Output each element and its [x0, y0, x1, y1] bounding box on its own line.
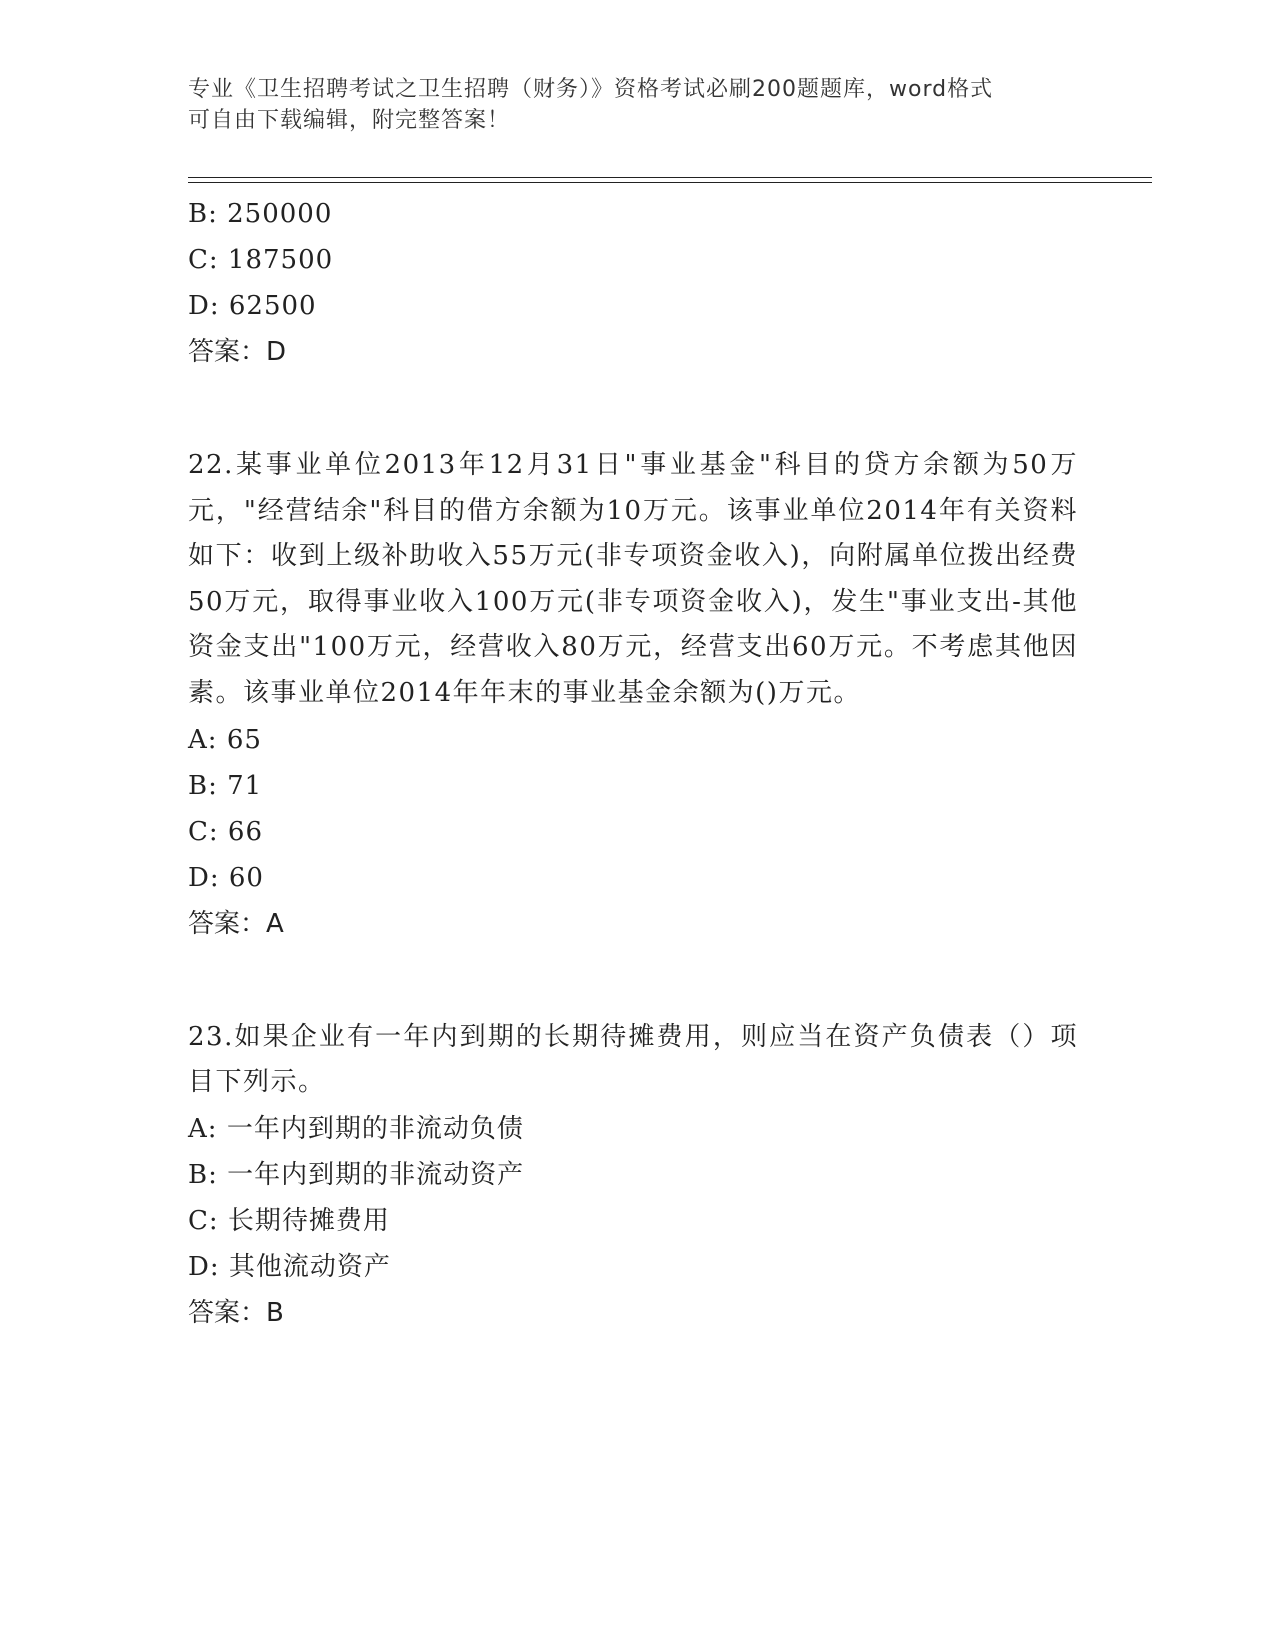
answer-line: 答案：A: [188, 908, 284, 939]
option-a: [188, 1106, 1078, 1152]
option-text: 65: [226, 724, 262, 755]
option-label: D:: [188, 1251, 220, 1282]
option-c: [188, 1198, 1078, 1244]
header-divider-top: [188, 177, 1152, 178]
question-23-stem: 23.如果企业有一年内到期的长期待摊费用，则应当在资产负债表（）项目下列示。: [188, 1021, 1078, 1098]
option-label: B:: [188, 770, 218, 801]
option-label: A:: [188, 1113, 218, 1144]
option-text: 其他流动资产: [228, 1251, 391, 1282]
question-23-block: [188, 1015, 1078, 1336]
option-d: [188, 283, 1078, 329]
option-text: 66: [227, 816, 264, 847]
option-text: 长期待摊费用: [227, 1205, 390, 1236]
option-label: D:: [188, 291, 220, 321]
option-c: [188, 809, 1078, 855]
header-divider-bottom: [188, 182, 1152, 183]
option-b: [188, 763, 1078, 809]
option-a: [188, 717, 1078, 763]
option-c: [188, 237, 1078, 283]
previous-question-block: [188, 191, 1078, 375]
option-text: 187500: [227, 245, 334, 275]
option-text: 一年内到期的非流动资产: [227, 1159, 525, 1190]
header-line-1: 专业《卫生招聘考试之卫生招聘（财务）》资格考试必刷200题题库，word格式: [188, 77, 994, 102]
answer-line: 答案：B: [188, 1297, 284, 1328]
option-label: A:: [188, 724, 218, 755]
question-22-block: [188, 443, 1078, 947]
option-label: B:: [188, 199, 218, 229]
option-label: C:: [188, 1205, 219, 1236]
option-d: [188, 1244, 1078, 1290]
option-b: [188, 191, 1078, 237]
option-label: D:: [188, 862, 220, 893]
question-content: [188, 191, 1078, 1336]
option-b: [188, 1152, 1078, 1198]
option-text: 60: [228, 862, 264, 893]
option-label: C:: [188, 816, 219, 847]
option-text: 250000: [227, 199, 333, 229]
spacer: [188, 375, 1078, 443]
option-text: 62500: [228, 291, 317, 321]
answer-line: 答案：D: [188, 337, 287, 367]
header-line-2: 可自由下载编辑，附完整答案！: [188, 108, 511, 133]
question-22-stem: 22.某事业单位2013年12月31日"事业基金"科目的贷方余额为50万元，"经营结余"科目的借方余额为10万元。该事业单位2014年有关资料如下：收到上级补助收入55万元(非专项资金收入)，向附属单位拨出经费50万元，取得事业收入100万元(非专项资金收入)，发生"事业支出-其他资金支出"100万元，经营收入80万元，经营支出60万元。不考虑其他因素。该事业单位2014年年末的事业基金余额为()万元。: [188, 450, 1078, 708]
page-header: [188, 74, 1068, 136]
spacer: [188, 947, 1078, 1015]
option-d: [188, 855, 1078, 901]
option-text: 一年内到期的非流动负债: [226, 1113, 524, 1144]
option-label: B:: [188, 1159, 218, 1190]
option-label: C:: [188, 245, 219, 275]
option-text: 71: [227, 770, 263, 801]
